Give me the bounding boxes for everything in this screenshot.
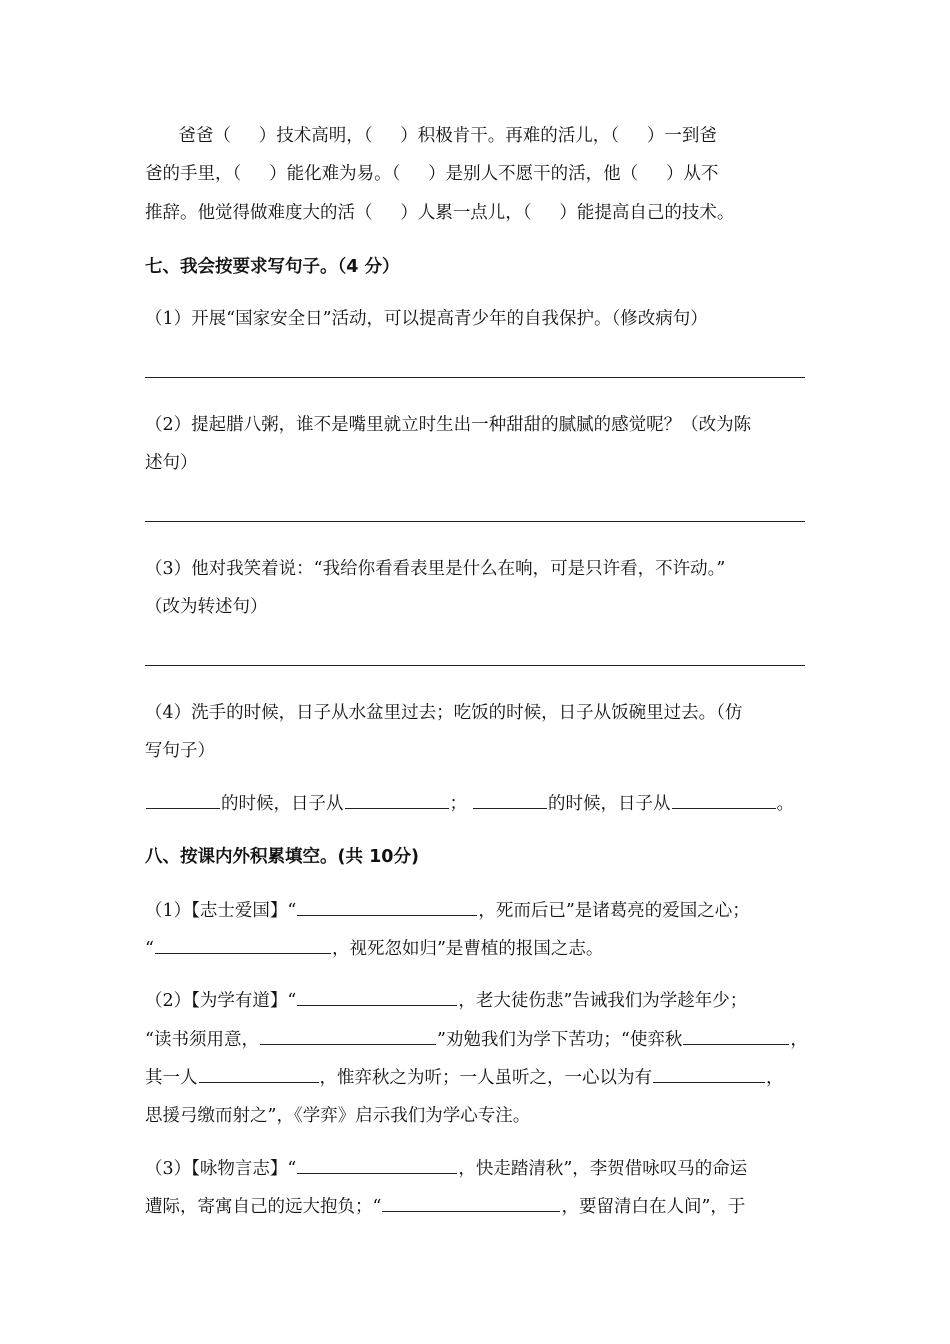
fill-blank[interactable] <box>260 1029 436 1045</box>
question-8-1-line-2 <box>145 935 603 960</box>
fill-blank[interactable] <box>672 793 776 809</box>
question-7-3-line-2: （改为转述句） <box>145 597 268 617</box>
question-8-2-line-1 <box>145 987 747 1012</box>
fill-blank[interactable] <box>345 793 449 809</box>
fill-blank[interactable] <box>146 793 220 809</box>
question-text: “读书须用意， <box>145 1030 259 1050</box>
question-text: ，视死忽如归”是曹植的报国之志。 <box>331 939 604 959</box>
fill-blank[interactable] <box>297 900 477 916</box>
question-8-2-line-3 <box>145 1064 784 1089</box>
question-8-1-line-1 <box>145 897 750 922</box>
answer-line-7-1[interactable] <box>145 377 805 378</box>
fill-blank[interactable] <box>297 990 457 1006</box>
fill-text: 的时候，日子从 <box>548 794 671 814</box>
fill-blank[interactable] <box>199 1067 319 1083</box>
fill-text: 的时候，日子从 <box>221 794 344 814</box>
question-text: ，惟弈秋之为听；一人虽听之，一心以为有 <box>319 1068 652 1088</box>
question-text: （1）【志士爱国】“ <box>145 901 297 921</box>
question-8-3-line-1 <box>145 1155 747 1180</box>
question-text: 遭际，寄寓自己的远大抱负；“ <box>145 1197 382 1217</box>
paragraph-line-3: 推辞。他觉得做难度大的活（ ）人累一点儿，（ ）能提高自己的技术。 <box>145 203 735 223</box>
section-7-heading: 七、我会按要求写句子。（4 分） <box>145 257 400 277</box>
question-text: ， <box>766 1068 784 1088</box>
fill-blank[interactable] <box>683 1029 789 1045</box>
question-text: ，老大徒伤悲”告诫我们为学趁年少； <box>458 991 748 1011</box>
section-8-heading: 八、按课内外积累填空。(共 10分) <box>145 847 419 867</box>
question-7-1: （1）开展“国家安全日”活动，可以提高青少年的自我保护。（修改病句） <box>145 309 708 329</box>
question-8-2-line-4: 思援弓缴而射之”，《学弈》启示我们为学心专注。 <box>145 1106 531 1126</box>
question-7-4-fill-row <box>145 790 794 815</box>
paragraph-line-1: 爸爸（ ）技术高明，（ ）积极肯干。再难的活儿，（ ）一到爸 <box>145 126 717 146</box>
question-7-4-line-1: （4）洗手的时候，日子从水盆里过去；吃饭的时候，日子从饭碗里过去。（仿 <box>145 703 743 723</box>
question-7-2-line-2: 述句） <box>145 453 198 473</box>
question-text: ，死而后已”是诸葛亮的爱国之心； <box>478 901 750 921</box>
question-text: ”劝勉我们为学下苦功；“使弈秋 <box>436 1030 683 1050</box>
fill-blank[interactable] <box>473 793 547 809</box>
question-text: （3）【咏物言志】“ <box>145 1159 297 1179</box>
fill-blank[interactable] <box>297 1158 457 1174</box>
question-text: 其一人 <box>145 1068 198 1088</box>
question-7-2-line-1: （2）提起腊八粥，谁不是嘴里就立时生出一种甜甜的腻腻的感觉呢？（改为陈 <box>145 415 752 435</box>
paragraph-line-2: 爸的手里，（ ）能化难为易。（ ）是别人不愿干的活，他（ ）从不 <box>145 164 719 184</box>
fill-text: 。 <box>776 794 794 814</box>
question-text: ，要留清白在人间”，于 <box>561 1197 746 1217</box>
question-text: ， <box>790 1030 808 1050</box>
question-8-2-line-2 <box>145 1026 808 1051</box>
fill-text: ； <box>449 794 467 814</box>
question-text: ，快走踏清秋”，李贺借咏叹马的命运 <box>458 1159 748 1179</box>
fill-blank[interactable] <box>155 938 331 954</box>
answer-line-7-3[interactable] <box>145 665 805 666</box>
fill-blank[interactable] <box>382 1196 560 1212</box>
question-text: （2）【为学有道】“ <box>145 991 297 1011</box>
question-text: “ <box>145 939 154 959</box>
question-7-3-line-1: （3）他对我笑着说：“我给你看看表里是什么在响，可是只许看，不许动。” <box>145 559 726 579</box>
question-7-4-line-2: 写句子） <box>145 741 215 761</box>
answer-line-7-2[interactable] <box>145 521 805 522</box>
question-8-3-line-2 <box>145 1193 745 1218</box>
fill-blank[interactable] <box>653 1067 765 1083</box>
